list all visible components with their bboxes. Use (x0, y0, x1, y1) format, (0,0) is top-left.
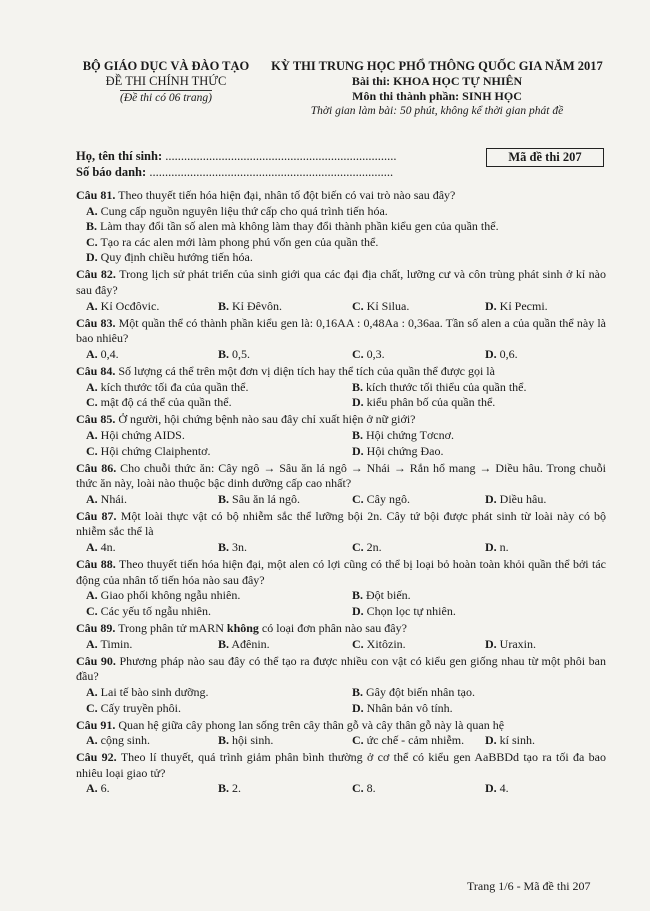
question-stem (76, 316, 606, 347)
option-letter: A. (86, 588, 98, 603)
answer-option (352, 540, 382, 556)
answer-option (485, 540, 509, 556)
answer-row (76, 781, 606, 797)
option-text: Kỉ Đêvôn. (232, 298, 283, 313)
question-number: Câu 89. (76, 621, 116, 636)
question-number: Câu 82. (76, 267, 116, 282)
question-text: Trong phân tử mARN (118, 621, 227, 636)
question-stem (76, 364, 606, 380)
option-text: cộng sinh. (100, 733, 151, 748)
option-letter: D. (485, 540, 497, 555)
option-text: Cung cấp nguồn nguyên liệu thứ cấp cho quá trình tiến hóa. (100, 203, 388, 218)
answer-row (76, 395, 606, 411)
option-letter: C. (86, 700, 98, 715)
option-text: Uraxin. (499, 636, 536, 651)
answer-option (86, 444, 211, 460)
option-letter: A. (86, 379, 98, 394)
page-footer: Trang 1/6 - Mã đề thi 207 (467, 879, 591, 893)
question (76, 750, 606, 797)
candidate-id-line (76, 164, 397, 180)
option-letter: C. (352, 491, 364, 506)
question-text-emphasis: không (226, 621, 259, 636)
option-text: Ađênin. (231, 636, 270, 651)
candidate-name-dots: .......................................................................... (165, 149, 397, 163)
option-text: Cấy truyền phôi. (100, 700, 181, 715)
option-text: Cây ngô. (366, 491, 411, 506)
question-number: Câu 87. (76, 508, 117, 523)
question (76, 364, 606, 411)
subject-line: Bài thi: KHOA HỌC TỰ NHIÊN (351, 74, 523, 88)
question-stem (76, 654, 606, 685)
option-text: Hội chứng Tơcnơ. (366, 427, 454, 442)
answer-row (76, 588, 606, 604)
answer-option (76, 235, 606, 251)
option-text: 0,6. (499, 346, 518, 361)
answer-option (485, 299, 548, 315)
question-number: Câu 88. (76, 557, 116, 572)
option-text: 0,5. (232, 346, 251, 361)
question-number: Câu 81. (76, 188, 116, 202)
answer-option (86, 781, 110, 797)
answer-option (352, 733, 464, 749)
question-number: Câu 83. (76, 315, 116, 330)
answer-option (352, 492, 410, 508)
option-text: Chọn lọc tự nhiên. (366, 603, 456, 618)
answer-row (76, 733, 606, 749)
option-letter: D. (485, 733, 497, 748)
option-text: ức chế - cảm nhiễm. (366, 733, 465, 748)
option-text: 0,4. (100, 346, 119, 361)
ministry-name: BỘ GIÁO DỤC VÀ ĐÀO TẠO (82, 59, 250, 73)
answer-option (485, 781, 509, 797)
answer-option (218, 299, 282, 315)
question-text: Ở người, hội chứng bệnh nào sau đây chỉ xuất hiện ở nữ giới? (118, 412, 416, 427)
answer-option (352, 444, 444, 460)
option-text: Kỉ Ocđôvic. (100, 298, 160, 313)
option-text: Hội chứng Claiphentơ. (100, 443, 211, 458)
option-text: Làm thay đổi tần số alen mà không làm thay đổi thành phần kiểu gen của quần thể. (100, 219, 499, 234)
option-letter: D. (86, 250, 98, 265)
answer-option (86, 347, 119, 363)
candidate-info (76, 148, 397, 180)
option-letter: D. (352, 443, 364, 458)
option-text: Kỉ Silua. (366, 298, 410, 313)
option-text: Giao phối không ngẫu nhiên. (100, 588, 241, 603)
question-list (76, 188, 606, 799)
question-stem (76, 267, 606, 298)
option-text: Hội chứng AIDS. (100, 427, 185, 442)
candidate-name-line (76, 148, 397, 164)
option-letter: D. (485, 636, 497, 651)
option-letter: C. (352, 540, 364, 555)
answer-option (218, 347, 250, 363)
question (76, 412, 606, 459)
question-text: Theo thuyết tiến hóa hiện đại, nhân tố đột biến có vai trò nào sau đây? (118, 188, 456, 202)
answer-option (86, 604, 211, 620)
question-stem (76, 718, 606, 734)
option-text: mật độ cá thể của quần thể. (100, 395, 232, 410)
option-letter: D. (485, 781, 497, 796)
option-letter: A. (86, 203, 98, 218)
answer-option (485, 492, 546, 508)
answer-option (485, 733, 535, 749)
option-letter: B. (352, 588, 364, 603)
option-text: Kỉ Pecmi. (499, 298, 548, 313)
answer-option (86, 701, 181, 717)
option-letter: B. (218, 733, 230, 748)
answer-row (76, 685, 606, 701)
official-exam-label: ĐỀ THI CHÍNH THỨC (105, 74, 227, 88)
question (76, 188, 606, 266)
question-number: Câu 92. (76, 750, 117, 765)
answer-row (76, 444, 606, 460)
option-letter: B. (218, 781, 230, 796)
option-text: kiểu phân bố của quần thể. (366, 395, 496, 410)
option-letter: C. (86, 395, 98, 410)
question (76, 316, 606, 363)
answer-option (218, 733, 273, 749)
option-text: 4. (499, 781, 509, 796)
answer-option (86, 380, 248, 396)
option-text: hội sinh. (232, 733, 274, 748)
question-text: Cho chuỗi thức ăn: Cây ngô → Sâu ăn lá ngô → Nhái → Rắn hổ mang → Diều hâu. Trong chuỗi thức ăn này, loài nào thuộc bậc dinh dưỡng cấp cao nhất? (76, 460, 607, 491)
option-letter: C. (352, 781, 364, 796)
exam-code-box: Mã đề thi 207 (486, 148, 604, 167)
answer-option (352, 380, 527, 396)
option-text: Sâu ăn lá ngô. (232, 491, 301, 506)
header-right (262, 58, 612, 119)
option-text: kích thước tối đa của quần thể. (100, 379, 249, 394)
option-letter: A. (86, 733, 98, 748)
question-number: Câu 86. (76, 460, 117, 475)
answer-option (352, 701, 453, 717)
option-letter: C. (86, 603, 98, 618)
answer-option (86, 685, 209, 701)
option-letter: D. (352, 700, 364, 715)
answer-row (76, 637, 606, 653)
option-letter: B. (218, 491, 230, 506)
question-text: Một quần thể có thành phần kiểu gen là: 0,16AA : 0,48Aa : 0,36aa. Tần số alen a của quần thể này là bao nhiêu? (76, 315, 607, 346)
option-letter: A. (86, 636, 98, 651)
question (76, 509, 606, 556)
answer-row (76, 347, 606, 363)
question (76, 461, 606, 508)
pages-note: (Đề thi có 06 trang) (120, 92, 212, 104)
answer-option (352, 299, 409, 315)
option-text: Tạo ra các alen mới làm phong phú vốn gen của quần thể. (100, 234, 379, 249)
question-number: Câu 85. (76, 412, 116, 427)
exam-title: KỲ THI TRUNG HỌC PHỔ THÔNG QUỐC GIA NĂM 2017 (271, 59, 603, 73)
question-text: Phương pháp nào sau đây có thể tạo ra được nhiều con vật có kiểu gen giống nhau từ một phôi ban đầu? (76, 653, 606, 684)
option-letter: C. (352, 636, 364, 651)
option-text: 4n. (100, 540, 116, 555)
option-letter: C. (352, 298, 364, 313)
answer-option (352, 395, 495, 411)
answer-option (218, 637, 270, 653)
answer-option (352, 604, 456, 620)
candidate-id-dots: .............................................................................. (149, 165, 394, 179)
question (76, 718, 606, 749)
answer-option (218, 492, 300, 508)
answer-row (76, 299, 606, 315)
option-text: 6. (100, 781, 110, 796)
option-letter: B. (352, 379, 364, 394)
option-letter: B. (86, 219, 98, 234)
option-text: 8. (366, 781, 376, 796)
answer-option (76, 250, 606, 266)
answer-option (86, 733, 150, 749)
option-letter: A. (86, 684, 98, 699)
option-text: Lai tế bào sinh dưỡng. (100, 684, 209, 699)
answer-row (76, 701, 606, 717)
question (76, 654, 606, 716)
candidate-name-label: Họ, tên thí sinh: (76, 149, 163, 163)
answer-row (76, 540, 606, 556)
option-text: 2n. (366, 540, 382, 555)
option-letter: D. (485, 346, 497, 361)
answer-option (218, 540, 247, 556)
option-letter: C. (352, 733, 364, 748)
option-letter: D. (352, 395, 364, 410)
question-text: Quan hệ giữa cây phong lan sống trên cây thân gỗ và cây thân gỗ này là quan hệ (118, 717, 505, 732)
answer-option (352, 428, 454, 444)
answer-option (352, 781, 376, 797)
option-letter: A. (86, 540, 98, 555)
question (76, 267, 606, 314)
answer-option (485, 637, 536, 653)
question (76, 557, 606, 619)
option-letter: A. (86, 298, 98, 313)
option-text: Hội chứng Đao. (366, 443, 444, 458)
option-text: Timin. (100, 636, 133, 651)
question-stem (76, 188, 606, 204)
question-text: Số lượng cá thể trên một đơn vị diện tích hay thể tích của quần thể được gọi là (118, 364, 495, 379)
answer-option (86, 637, 132, 653)
option-text: n. (499, 540, 509, 555)
option-text: 0,3. (366, 346, 385, 361)
option-letter: B. (218, 540, 230, 555)
answer-option (76, 204, 606, 220)
answer-option (86, 299, 159, 315)
question-stem (76, 412, 606, 428)
option-text: Gây đột biến nhân tạo. (366, 684, 475, 699)
question-stem (76, 557, 606, 588)
answer-option (86, 540, 116, 556)
option-text: Nhái. (100, 491, 127, 506)
answer-row (76, 428, 606, 444)
question-stem (76, 621, 606, 637)
time-line: Thời gian làm bài: 50 phút, không kể thời gian phát đề (310, 105, 564, 117)
answer-option (218, 781, 241, 797)
component-line: Môn thi thành phần: SINH HỌC (352, 89, 522, 103)
answer-option (76, 219, 606, 235)
option-letter: B. (218, 636, 230, 651)
option-letter: B. (218, 298, 230, 313)
answer-option (352, 347, 385, 363)
question-number: Câu 90. (76, 653, 116, 668)
option-letter: A. (86, 427, 98, 442)
option-letter: D. (352, 603, 364, 618)
option-letter: B. (218, 346, 230, 361)
option-text: Nhân bản vô tính. (366, 700, 453, 715)
question-stem (76, 750, 606, 781)
option-text: Các yếu tố ngẫu nhiên. (100, 603, 211, 618)
option-text: kích thước tối thiểu của quần thể. (366, 379, 527, 394)
answer-option (352, 637, 406, 653)
option-letter: C. (352, 346, 364, 361)
option-text: 3n. (232, 540, 248, 555)
option-text: Đột biến. (366, 588, 411, 603)
question-number: Câu 84. (76, 364, 116, 379)
question-text: Một loài thực vật có bộ nhiễm sắc thể lưỡng bội 2n. Cây tứ bội được phát sinh từ loài này có bộ nhiễm sắc thể là (76, 508, 607, 539)
option-text: kí sinh. (499, 733, 536, 748)
option-letter: A. (86, 781, 98, 796)
answer-row (76, 604, 606, 620)
option-letter: C. (86, 443, 98, 458)
question (76, 621, 606, 652)
answer-option (86, 428, 185, 444)
option-letter: C. (86, 234, 98, 249)
question-number: Câu 91. (76, 717, 116, 732)
answer-option (485, 347, 518, 363)
question-text: Theo lí thuyết, quá trình giảm phân bình thường ở cơ thể có kiểu gen AaBBDd tạo ra tối đa bao nhiêu loại giao tử? (76, 750, 606, 780)
option-letter: A. (86, 346, 98, 361)
answer-option (86, 395, 232, 411)
answer-option (86, 492, 127, 508)
answer-option (86, 588, 240, 604)
answer-option (352, 685, 475, 701)
option-text: Diều hâu. (499, 491, 547, 506)
option-letter: D. (485, 298, 497, 313)
option-text: 2. (232, 781, 242, 796)
option-text: Xitôzin. (366, 636, 406, 651)
question-stem (76, 461, 606, 492)
question-text: có loại đơn phân nào sau đây? (258, 621, 407, 636)
question-text: Theo thuyết tiến hóa hiện đại, một alen có lợi cũng có thể bị loại bỏ hoàn toàn khỏi quần thể bởi tác động của nhân tố tiến hóa nào sau đây? (76, 557, 606, 587)
answer-row (76, 492, 606, 508)
option-letter: D. (485, 491, 497, 506)
option-text: Quy định chiều hướng tiến hóa. (100, 250, 253, 265)
answer-option (352, 588, 411, 604)
option-letter: B. (352, 427, 364, 442)
option-letter: A. (86, 491, 98, 506)
header-left (76, 58, 256, 106)
answer-row (76, 380, 606, 396)
candidate-id-label: Số báo danh: (76, 165, 147, 179)
option-letter: B. (352, 684, 364, 699)
question-text: Trong lịch sử phát triển của sinh giới qua các đại địa chất, lưỡng cư và côn trùng phát sinh ở kỉ nào sau đây? (76, 267, 606, 298)
question-stem (76, 509, 606, 540)
